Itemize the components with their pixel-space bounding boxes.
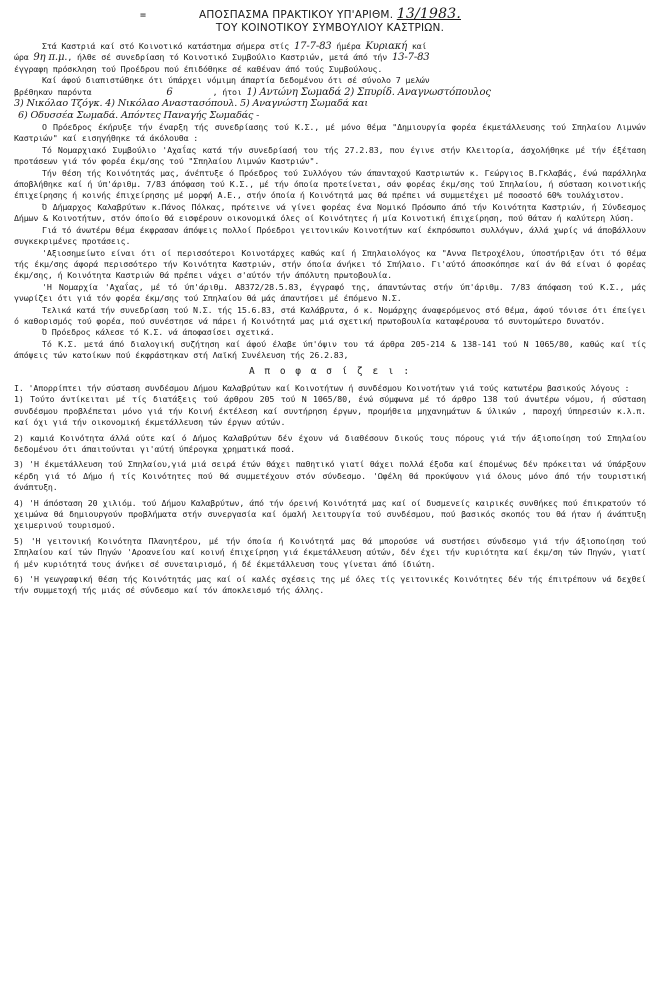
paragraph: Τό Νομαρχιακό Συμβούλιο 'Αχαΐας κατά τήν συνεδρίασή του τής 27.2.83, που έγινε στήν Κλειτορία, άσχολήθηκε μέ τήν έξέταση προτάσεων γιά τόν φορέα έκμ/σης τού "Σπηλαίου Λιμνών Καστριών". — [14, 144, 646, 167]
decision-item: 6) 'Η γεωγραφική θέση τής Κοινότητάς μας καί οί καλές σχέσεις της μέ όλες τίς γειτονικές Κοινότητες δέν τής έπιτρέπουν νά δεχθεί τήν συμμετοχή τής μιάς σέ σύνδεσμο καί τόν άποκλεισμό τής άλλης. — [14, 574, 646, 596]
title-line — [14, 8, 646, 22]
document-header — [14, 8, 646, 35]
title-prefix: ΑΠΟΣΠΑΣΜΑ ΠΡΑΚΤΙΚΟΥ ΥΠ'ΑΡΙΘΜ. — [198, 9, 394, 21]
paragraph: Τήν θέση τής Κοινότητάς μας, άνέπτυξε ό Πρόεδρος τού Συλλόγου τών άπανταχού Καστριωτών κ. Γεώργιος Β.Γκλαβάς, ένώ παράλληλα άποβλήθηκε καί ή ύπ'άριθμ. 7/83 άπόφαση τού Κ.Σ., μέ τήν όποία προτείνεται, σάν φορέας έκμ/σης τού Σπηλαίου, ή σύσταση κοινοτικής έπιχείρησης ή κοινής έπιχείρησης μέ μορφή Α.Ε., στήν όποία ή Κοινότητά μας θά πρέπει νά συμμετέχει μέ ποσοστό 60% τουλάχιστον. — [14, 167, 646, 201]
minute-number: 13/1983. — [396, 6, 461, 22]
tick-mark: = — [140, 10, 147, 21]
members-list-2: 3) Νικόλαο Τζόγκ. 4) Νικόλαο Αναστασόπουλ. 5) Αναγνώστη Σωμαδά και — [14, 98, 368, 110]
opening-line-5: βρέθηκαν παρόντα 6 , ήτοι 1) Αντώνη Σωμαδά 2) Σπυρίδ. Αναγνωστόπουλος — [14, 86, 491, 98]
decision-item: 4) 'Η άπόσταση 20 χιλιόμ. τού Δήμου Καλαβρύτων, άπό τήν όρεινή Κοινότητά μας καί οί δυσμενείς καιρικές συνθήκες πού έπικρατούν τό χειμώνα θά δημιουργούν προβλήματα στήν συνεργασία καί όμαλή λειτουργία τού συνδέσμου, πού βασικός σκοπός του θά ήταν ή άνάπτυξη χειμερινού τουρισμού. — [14, 497, 646, 531]
decides-heading: Α π ο φ α σ ί ζ ε ι : — [248, 365, 412, 377]
document-body — [14, 41, 646, 597]
paragraph: Ο Πρόεδρος έκήρυξε τήν έναρξη τής συνεδρίασης τού Κ.Σ., μέ μόνο θέμα "Δημιουργία φορέα έκμετάλλευσης τού Σπηλαίου Λιμνών Καστριών" καί εισηγήθηκε τά άκόλουθα : — [14, 122, 646, 144]
opening-line-1: Στά Καστριά καί στό Κοινοτικό κατάστημα σήμερα στίς 17-7-83 ήμέρα Κυριακή καί — [42, 41, 427, 52]
opening-line-4: Καί άφού διαπιστώθηκε ότι ύπάρχει νόμιμη άπαρτία δεδομένου ότι σέ σύνολο 7 μελών — [42, 75, 430, 86]
paragraph: Τό Κ.Σ. μετά άπό διαλογική συζήτηση καί άφού έλαβε ύπ'όψιν του τά άρθρα 205-214 & 138-141 τού Ν 1065/80, καθώς καί τίς άπόψεις τών κατοίκων πού έκφράστηκαν στή Λαϊκή Συνέλευση τής 26.2.83, — [14, 338, 646, 361]
paragraph: 'Αξιοσημείωτο είναι ότι οί περισσότεροι Κοινοτάρχες καθώς καί ή Σπηλαιολόγος κα "Αννα Πετροχέλου, ύποστήριξαν ότι τό θέμα τής έκμ/σης άφορά περισσότερο τήν Κοινότητα Καστριών, στήν όποία άνήκει τό Σπήλαιο. Γι'αύτό άποσκόπησε καί άν θά είναι ό φορέας έκμ/σης, ή Κοινότητα Καστριών θά πρέπει νάχει σ'αύτόν τήν άπόλυτη πρωτοβουλία. — [14, 247, 646, 281]
day-name: Κυριακή — [365, 41, 408, 52]
date-meeting: 17-7-83 — [293, 41, 332, 52]
date-invitation: 13-7-83 — [391, 52, 430, 64]
meeting-hour: 9η π.μ. — [33, 52, 68, 64]
decision-item: 2) καμιά Κοινότητα άλλά ούτε καί ό Δήμος Καλαβρύτων δέν έχουν νά διαθέσουν δικούς τους πόρους γιά τήν άξιοποίηση τού Σπηλαίου δεδομένου ότι άπαιτούνται γι'αύτή ύπέρογκα χρηματικά ποσά. — [14, 432, 646, 454]
members-list-3: 6) Οδυσσέα Σωμαδά. Απόντες Παναγής Σωμαδάς - — [18, 110, 260, 122]
decision-item: 5) 'Η γειτονική Κοινότητα Πλανητέρου, μέ τήν όποία ή Κοινότητά μας θά μπορούσε νά συστήσει σύνδεσμο γιά τήν άξιοποίηση τού Σπηλαίου καί τών Πηγών 'Αροανείου καί κοινή έπιχείρηση γιά έκμετάλλευση αύτών, δέν έχει τήν κυριότητα καί έκμ/ση τών Πηγών, γιατί ή μέν κυριότητά τους άνήκει σέ συνεταιρισμό, ή δέ έκμετάλλευση τους γίνεται άπό ίδιώτη. — [14, 535, 646, 569]
subtitle: ΤΟΥ ΚΟΙΝΟΤΙΚΟΥ ΣΥΜΒΟΥΛΙΟΥ ΚΑΣΤΡΙΩΝ. — [215, 22, 445, 34]
paragraph: Ό Πρόεδρος κάλεσε τό Κ.Σ. νά άποφασίσει σχετικά. — [42, 327, 275, 338]
decision-item: I. 'Απορρίπτει τήν σύσταση συνδέσμου Δήμου Καλαβρύτων καί Κοινοτήτων ή συνδέσμου Κοινοτήτων γιά τούς κατωτέρω βασικούς λόγους : — [14, 382, 630, 393]
paragraph: Ό Δήμαρχος Καλαβρύτων κ.Πάνος Πόλκας, πρότεινε νά γίνει φορέας ένα Νομικό Πρόσωπο άπό τήν Κοινότητα Καστριών, ή Σύνδεσμος Δήμων & Κοινοτήτων, στόν όποίο θά εισφέρουν οικονομικά όλες οί Κοινότητες ή μία Κοινοτική έπιχείρηση, πού θάταν ή καλύτερη λύση. — [14, 201, 646, 224]
opening-line-3: έγγραφη πρόσκληση τού Προέδρου πού έπιδόθηκε σέ καθέναν άπό τούς Συμβούλους. — [14, 63, 383, 74]
paragraph: Γιά τό άνωτέρω θέμα έκφρασαν άπόψεις πολλοί Πρόεδροι γειτονικών Κοινοτήτων καί έκπρόσωποι συλλόγων, άλλά χωρίς νά άποβάλλουν συγκεκριμένες προτάσεις. — [14, 224, 646, 247]
opening-line-2: ώρα 9η π.μ., ήλθε σέ συνεδρίαση τό Κοινοτικό Συμβούλιο Καστριών, μετά άπό τήν 13-7-83 — [14, 52, 430, 64]
present-count: 6 — [166, 86, 173, 98]
decision-item: 1) Τούτο άντίκειται μέ τίς διατάξεις τού άρθρου 205 τού Ν 1065/80, ένώ σύμφωνα μέ τό άρθρο 138 τού άνωτέρω νόμου, ή σύσταση συνδέσμου προβλέπεται μόνο γιά τήν Κοινή έκτέλεση καί συντήρηση έργων, προμήθεια μηχανημάτων & ύλικών , παροχή ύπηρεσιών κ.λ.π. καί όχι γιά τήν οικονομική έκμετάλλευση τών έργων αύτών. — [14, 394, 646, 428]
members-list-1: 1) Αντώνη Σωμαδά 2) Σπυρίδ. Αναγνωστόπουλος — [246, 86, 491, 98]
paragraph: Τελικά κατά τήν συνεδρίαση τού Ν.Σ. τής 15.6.83, στά Καλάβρυτα, ό κ. Νομάρχης άναφερόμενος στό θέμα, άφού τόνισε ότι έπείγει ό καθορισμός τού φορέα, πού συνέστησε νά πάρει ή Κοινότητά μας μιά σχετική πρωτοβουλία καταφέρουσα τό συντομώτερο δυνατόν. — [14, 304, 646, 326]
decision-item: 3) 'Η έκμετάλλευση τού Σπηλαίου,γιά μιά σειρά έτών θάχει παθητικό γιατί θάχει πολλά έξοδα καί έπομένως δέν πρόκειται νά ύπάρξουν κέρδη γιά τό Δήμο ή τίς Κοινότητες πού θά συμμετέχουν στόν σύνδεσμο. 'Ωφέλη θά προκύψουν γιά όλους μόνο άπό τήν τουριστική άνάπτυξη. — [14, 459, 646, 493]
paragraph: 'Η Νομαρχία 'Αχαΐας, μέ τό ύπ'άριθμ. Α8372/28.5.83, έγγραφό της, άπαντώντας στήν ύπ'άριθμ. 7/83 άπόφαση τού Κ.Σ., μάς γνωρίζει ότι γιά τόν φορέα έκμ/σης τού Σπηλαίου θά μάς άπαντήσει μέ έπόμενο Ν.Σ. — [14, 281, 646, 304]
